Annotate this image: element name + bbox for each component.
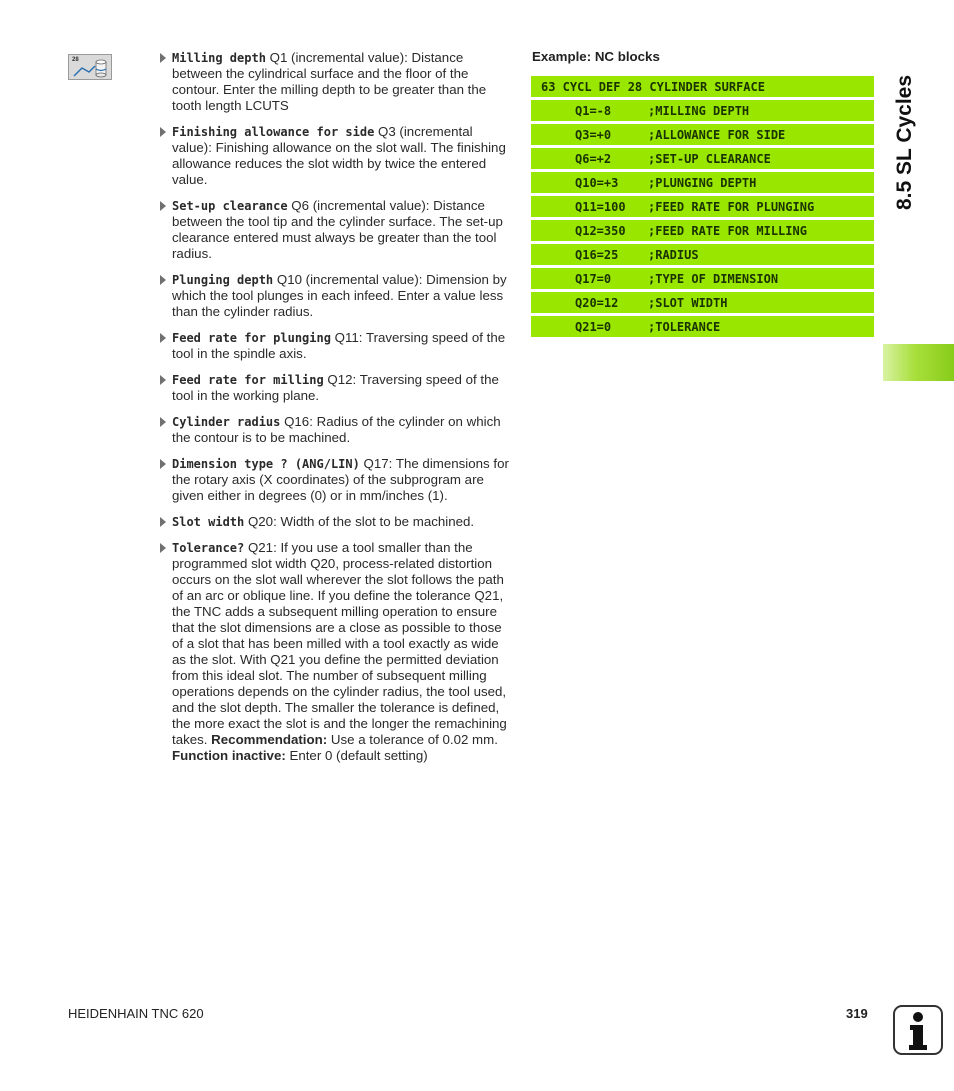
parameter-description: Q20: Width of the slot to be machined. — [244, 514, 475, 529]
nc-comment: ;FEED RATE FOR MILLING — [648, 224, 807, 238]
parameter-description: Q12: Traversing speed of the tool in the working plane. — [172, 372, 499, 403]
bullet-triangle-icon — [160, 517, 166, 527]
nc-block-row — [531, 148, 874, 169]
parameter-item — [158, 514, 514, 530]
inactive-text: Enter 0 (default setting) — [285, 748, 428, 763]
parameter-item — [158, 50, 514, 114]
nc-parameter: Q16=25 — [575, 248, 619, 262]
nc-block-row — [531, 220, 874, 241]
nc-block-example — [531, 76, 874, 340]
nc-parameter: Q3=+0 — [575, 128, 612, 142]
nc-block-row — [531, 172, 874, 193]
chapter-tab — [883, 344, 954, 381]
inactive-label: Function inactive: — [172, 748, 286, 763]
parameter-keyword: Slot width — [172, 515, 245, 529]
parameter-item — [158, 372, 514, 404]
recommendation-text: Use a tolerance of 0.02 mm. — [327, 732, 498, 747]
nc-block-row — [531, 196, 874, 217]
footer-manual-name: HEIDENHAIN TNC 620 — [68, 1006, 204, 1021]
bullet-triangle-icon — [160, 201, 166, 211]
parameter-item — [158, 330, 514, 362]
parameter-item — [158, 414, 514, 446]
nc-block-row — [531, 292, 874, 313]
bullet-triangle-icon — [160, 275, 166, 285]
parameter-keyword: Milling depth — [172, 51, 266, 65]
nc-block-header — [531, 76, 874, 97]
parameter-keyword: Feed rate for plunging — [172, 331, 331, 345]
nc-parameter: Q12=350 — [575, 224, 626, 238]
nc-comment: ;FEED RATE FOR PLUNGING — [648, 200, 815, 214]
parameter-keyword: Cylinder radius — [172, 415, 281, 429]
nc-header-text: 63 CYCL DEF 28 CYLINDER SURFACE — [541, 80, 765, 94]
parameter-description: Q16: Radius of the cylinder on which the contour is to be machined. — [172, 414, 501, 445]
parameter-description: Q3 (incremental value): Finishing allowance on the slot wall. The finishing allowance reduces the slot width by twice the entered value. — [172, 124, 506, 187]
parameter-keyword: Set-up clearance — [172, 199, 288, 213]
parameter-item — [158, 540, 514, 764]
example-title: Example: NC blocks — [532, 49, 660, 64]
bullet-triangle-icon — [160, 53, 166, 63]
nc-block-row — [531, 100, 874, 121]
nc-parameter: Q1=-8 — [575, 104, 612, 118]
nc-parameter: Q17=0 — [575, 272, 612, 286]
nc-comment: ;SET-UP CLEARANCE — [648, 152, 771, 166]
nc-comment: ;TOLERANCE — [648, 320, 721, 334]
nc-block-row — [531, 124, 874, 145]
parameter-item — [158, 456, 514, 504]
parameter-item — [158, 124, 514, 188]
nc-parameter: Q21=0 — [575, 320, 612, 334]
nc-block-row — [531, 316, 874, 337]
parameter-item — [158, 272, 514, 320]
nc-comment: ;TYPE OF DIMENSION — [648, 272, 779, 286]
bullet-triangle-icon — [160, 127, 166, 137]
bullet-triangle-icon — [160, 417, 166, 427]
cylinder-icon — [69, 55, 111, 79]
parameter-keyword: Plunging depth — [172, 273, 274, 287]
nc-block-row — [531, 244, 874, 265]
parameter-list — [158, 50, 514, 774]
section-title: 8.5 SL Cycles — [893, 74, 916, 210]
parameter-description: Q17: The dimensions for the rotary axis (X coordinates) of the subprogram are given either in degrees (0) or in mm/inches (1). — [172, 456, 509, 503]
parameter-keyword: Tolerance? — [172, 541, 245, 555]
bullet-triangle-icon — [160, 459, 166, 469]
nc-parameter: Q20=12 — [575, 296, 619, 310]
nc-parameter: Q10=+3 — [575, 176, 619, 190]
bullet-triangle-icon — [160, 543, 166, 553]
nc-comment: ;PLUNGING DEPTH — [648, 176, 757, 190]
nc-comment: ;SLOT WIDTH — [648, 296, 728, 310]
parameter-description: Q21: If you use a tool smaller than the programmed slot width Q20, process-related distortion occurs on the slot wall wherever the slot follows the path of an arc or oblique line. If you define the tolerance Q21, the TNC adds a subsequent milling operation to ensure that the slot dimensions are a close as possible to those of a slot that has been milled with a tool exactly as wide as the slot. With Q21 you define the permitted deviation from this ideal slot. The number of subsequent milling operations depends on the cylinder radius, the tool used, and the slot depth. The smaller the tolerance is defined, the more exact the slot is and the longer the remachining takes. — [172, 540, 507, 747]
info-icon — [893, 1005, 943, 1055]
nc-parameter: Q6=+2 — [575, 152, 612, 166]
bullet-triangle-icon — [160, 375, 166, 385]
nc-comment: ;MILLING DEPTH — [648, 104, 750, 118]
parameter-description: Q1 (incremental value): Distance between the cylindrical surface and the floor of the contour. Enter the milling depth to be greater than the tooth length LCUTS — [172, 50, 487, 113]
parameter-description: Q6 (incremental value): Distance between the tool tip and the cylinder surface. The set-up clearance entered must always be greater than the tool radius. — [172, 198, 503, 261]
bullet-triangle-icon — [160, 333, 166, 343]
nc-comment: ;RADIUS — [648, 248, 699, 262]
parameter-item — [158, 198, 514, 262]
parameter-keyword: Finishing allowance for side — [172, 125, 375, 139]
parameter-keyword: Dimension type ? (ANG/LIN) — [172, 457, 360, 471]
cycle-number: 28 — [72, 57, 79, 63]
cylinder-surface-cycle-icon — [68, 54, 112, 80]
page-number: 319 — [846, 1006, 868, 1021]
parameter-keyword: Feed rate for milling — [172, 373, 324, 387]
parameter-description: Q11: Traversing speed of the tool in the spindle axis. — [172, 330, 506, 361]
nc-parameter: Q11=100 — [575, 200, 626, 214]
nc-comment: ;ALLOWANCE FOR SIDE — [648, 128, 786, 142]
recommendation-label: Recommendation: — [211, 732, 328, 747]
nc-block-row — [531, 268, 874, 289]
parameter-description: Q10 (incremental value): Dimension by which the tool plunges in each infeed. Enter a value less than the cylinder radius. — [172, 272, 507, 319]
